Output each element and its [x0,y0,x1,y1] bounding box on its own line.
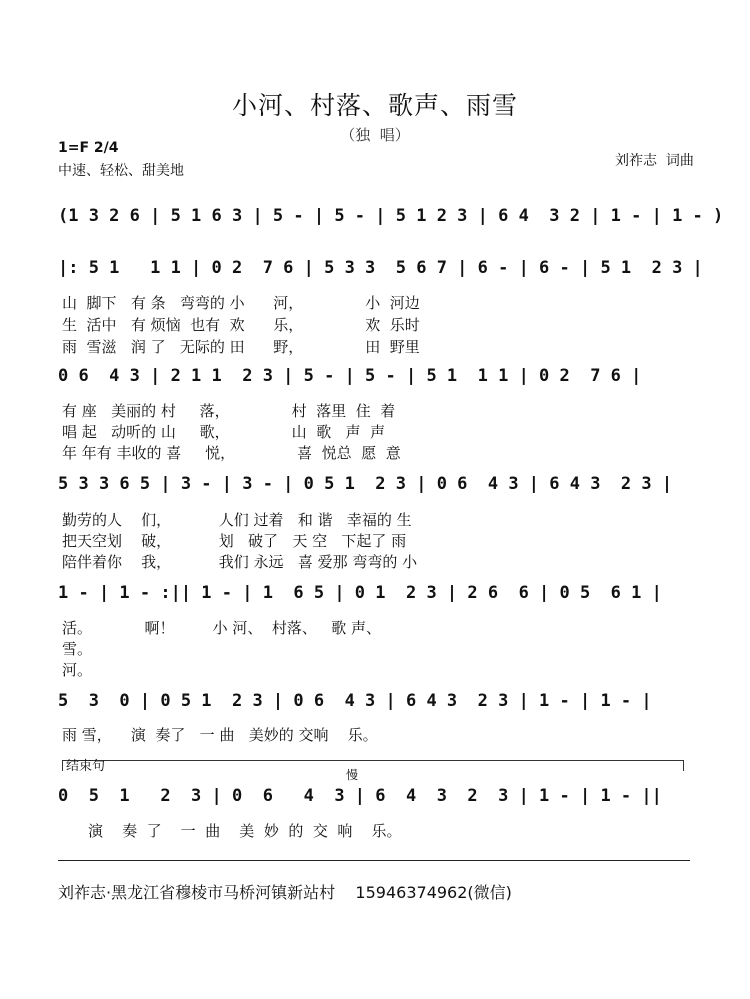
ending-bracket [62,760,684,771]
system4-notes: 1 - | 1 - :|| 1 - | 1 6 5 | 0 1 2 3 | 2 6 6 | 0 5 6 1 | [58,583,662,603]
footer-contact: 刘祚志·黑龙江省穆棱市马桥河镇新站村 15946374962(微信) [58,883,512,902]
system3-lyric-verse3: 陪伴着你 我， 我们 永远 喜 爱那 弯弯的 小 [62,553,418,571]
song-title: 小河、村落、歌声、雨雪 [231,91,518,120]
ritardando-mark: 慢 [346,768,359,782]
song-subtitle: （独 唱） [340,126,410,144]
system2-lyric-verse2: 唱 起 动听的 山 歌， 山 歌 声 声 [62,423,386,441]
ending-label: 结束句 [66,759,106,774]
key-signature: 1=F 2/4 [58,140,119,156]
intro-notes: (1 3 2 6 | 5 1 6 3 | 5 - | 5 - | 5 1 2 3 | 6 4 3 2 | 1 - | 1 - ) [58,206,724,226]
tempo-marking: 中速、轻松、甜美地 [58,163,184,179]
author-credit: 刘祚志 词曲 [615,153,694,169]
system2-notes: 0 6 4 3 | 2 1 1 2 3 | 5 - | 5 - | 5 1 1 1 | 0 2 7 6 | [58,366,642,386]
system2-lyric-verse1: 有 座 美丽的 村 落， 村 落里 住 着 [62,402,396,420]
system5-notes: 5 3 0 | 0 5 1 2 3 | 0 6 4 3 | 6 4 3 2 3 | 1 - | 1 - | [58,691,652,711]
system1-notes: |: 5 1 1 1 | 0 2 7 6 | 5 3 3 5 6 7 | 6 - | 6 - | 5 1 2 3 | [58,258,703,278]
system5-lyric: 雨 雪， 演 奏了 一 曲 美妙的 交响 乐。 [62,726,378,744]
system4-lyric-verse2: 雪。 [62,640,93,658]
footer-rule [58,860,690,861]
system3-lyric-verse1: 勤劳的人 们， 人们 过着 和 谐 幸福的 生 [62,511,412,529]
system2-lyric-verse3: 年 年有 丰收的 喜 悦， 喜 悦总 愿 意 [62,444,401,462]
system4-lyric-verse3: 河。 [62,661,93,679]
ending-lyric: 演 奏 了 一 曲 美 妙 的 交 响 乐。 [88,822,402,840]
ending-notes: 0 5 1 2 3 | 0 6 4 3 | 6 4 3 2 3 | 1 - | 1 - || [58,786,662,806]
system1-lyric-verse3: 雨 雪滋 润 了 无际的 田 野， 田 野里 [62,338,420,356]
system1-lyric-verse1: 山 脚下 有 条 弯弯的 小 河， 小 河边 [62,294,420,312]
system3-notes: 5 3 3 6 5 | 3 - | 3 - | 0 5 1 2 3 | 0 6 4 3 | 6 4 3 2 3 | [58,474,673,494]
system4-lyric-verse1: 活。 啊！ 小 河、 村落、 歌 声、 [62,619,381,637]
system3-lyric-verse2: 把天空划 破， 划 破了 天 空 下起了 雨 [62,532,407,550]
system1-lyric-verse2: 生 活中 有 烦恼 也有 欢 乐， 欢 乐时 [62,316,420,334]
